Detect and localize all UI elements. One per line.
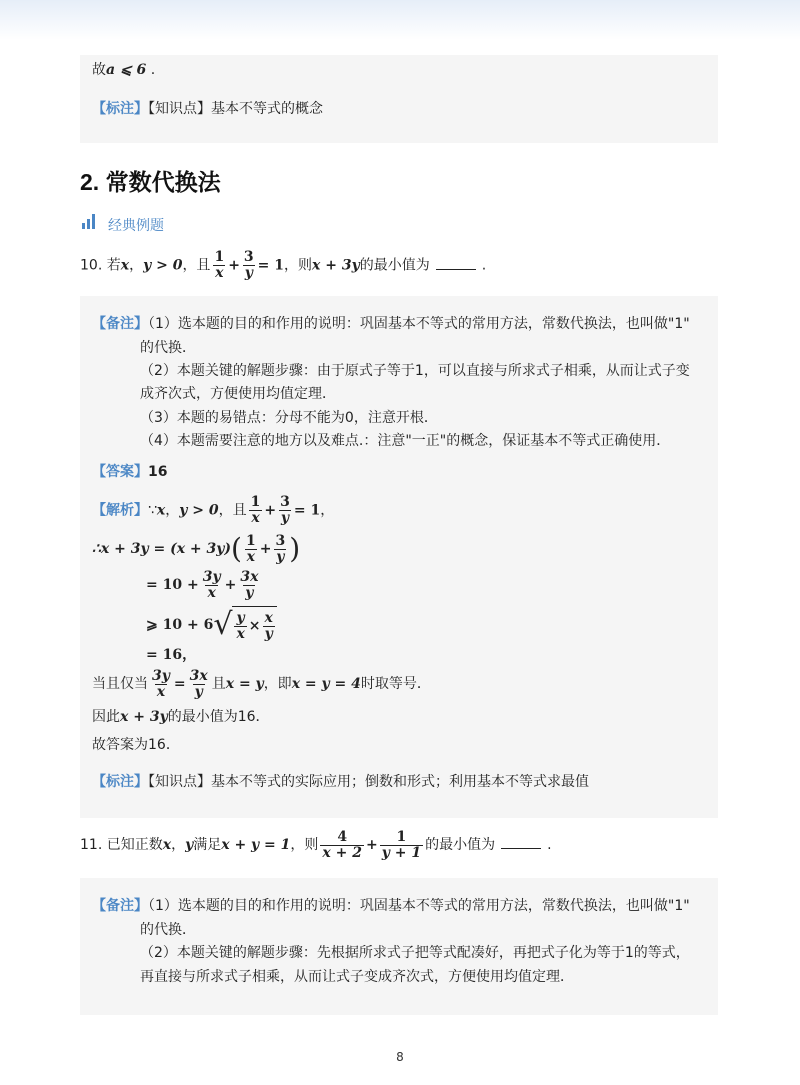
plus-sign: +: [264, 502, 277, 519]
comma: ，: [320, 502, 335, 519]
right-paren: ): [289, 532, 301, 565]
page-header-band: [0, 0, 800, 40]
denominator: x: [246, 548, 256, 565]
plus-sign: +: [259, 541, 272, 557]
comma: ，: [171, 837, 186, 853]
fraction: [278, 495, 292, 526]
answer-blank[interactable]: [436, 257, 476, 270]
math-expression: ∴x + 3y = (x + 3y): [92, 541, 232, 557]
note11-line-4: 再直接与所求式子相乘，从而让式子变成齐次式，方便使用均值定理．: [140, 969, 574, 985]
fraction: $\frac{3y}{x}$: [202, 568, 221, 601]
math-var: x: [156, 502, 166, 519]
analysis-line-5: [146, 645, 196, 665]
times-sign: ×: [248, 618, 261, 634]
comma: ，: [129, 257, 144, 274]
note11-line-2: 的代换．: [140, 922, 196, 938]
previous-tag-line: [92, 99, 323, 119]
fraction: [380, 830, 423, 861]
note-text: （1）选本题的目的和作用的说明：巩固基本不等式的常用方法，常数代换法，也叫做"1": [148, 316, 690, 332]
question-text: ，且: [182, 257, 211, 274]
analysis-line-3: [146, 569, 262, 601]
conclusion-math: a ⩽ 6: [106, 62, 147, 78]
math-var: x: [120, 257, 130, 274]
note-tag: 【备注】: [92, 898, 148, 914]
fraction: [249, 495, 263, 526]
analysis-text: ，且: [218, 502, 247, 519]
fraction: [212, 250, 226, 281]
denominator: x + 2: [322, 844, 362, 861]
note-line-1: [92, 314, 690, 334]
denominator: y: [276, 548, 285, 565]
fraction: [320, 830, 364, 861]
left-paren: (: [231, 532, 242, 565]
math-expression: ⩾ 10 + 6: [146, 617, 214, 633]
analysis-text: 因此: [92, 709, 120, 725]
math-expression: = 16，: [146, 647, 197, 663]
period: .: [547, 837, 552, 853]
analysis-text: 且: [211, 676, 226, 692]
plus-sign: +: [365, 837, 378, 853]
question-11: [80, 828, 552, 862]
math-expression: x + 3y: [312, 257, 360, 274]
fraction: $\frac{x}{y}$: [264, 609, 273, 642]
math-condition: y > 0: [143, 257, 183, 274]
fraction: [244, 534, 258, 565]
numerator: 3: [280, 494, 290, 510]
question-10: [80, 250, 486, 281]
page-number: 8: [396, 1050, 404, 1064]
period: .: [481, 257, 487, 274]
question-text: 的最小值为: [425, 837, 496, 853]
square-root: √ $\frac{y}{x}$ × $\frac{x}{y}$: [213, 606, 277, 644]
note11-line-1: [92, 896, 690, 916]
question-text: 已知正数: [106, 837, 163, 853]
answer-blank[interactable]: [501, 836, 541, 849]
math-expression: x = y = 4: [291, 676, 361, 692]
note-line-2: 的代换．: [140, 340, 196, 356]
equals: = 1: [293, 502, 321, 519]
analysis-line-2: [92, 532, 300, 566]
denominator: x: [215, 265, 224, 281]
conclusion-period: .: [146, 62, 156, 78]
note-line-3: （2）本题关键的解题步骤：由于原式子等于1，可以直接与所求式子相乘，从而让式子变: [140, 363, 690, 379]
mark-tag: 【标注】: [92, 774, 148, 790]
analysis-tag: 【解析】: [92, 502, 148, 519]
fraction: $\frac{3y}{x}$: [152, 667, 170, 700]
denominator: y + 1: [381, 844, 422, 861]
question-text: 的最小值为: [359, 257, 430, 274]
answer-tag: 【答案】: [92, 464, 148, 480]
note-text: （1）选本题的目的和作用的说明：巩固基本不等式的常用方法，常数代换法，也叫做"1": [148, 898, 690, 914]
previous-conclusion: [92, 60, 155, 80]
analysis-text: 的最小值为16．: [167, 709, 270, 725]
note-tag: 【备注】: [92, 316, 148, 332]
question-number: 10.: [80, 257, 103, 274]
analysis-line-6: 当且仅当 $\frac{3y}{x}$ = $\frac{3x}{y}$ 且x = y，即x = y = 4时取等号．: [92, 667, 431, 700]
numerator: 1: [250, 494, 261, 510]
denominator: y: [280, 510, 290, 526]
numerator: 1: [245, 532, 256, 549]
numerator: 3: [243, 249, 254, 265]
denominator: x: [251, 510, 260, 526]
note-line-6: （4）本题需要注意的地方以及难点.：注意"一正"的概念，保证基本不等式正确使用．: [140, 433, 671, 449]
numerator: 1: [396, 828, 407, 845]
comma: ，: [165, 502, 180, 519]
math-expression: x = y: [225, 676, 264, 692]
equals: = 1: [257, 257, 285, 274]
answer-line: [92, 462, 167, 482]
math-expression: x + 3y: [120, 709, 168, 725]
math-condition: y > 0: [179, 502, 219, 519]
analysis-line-7: [92, 707, 270, 727]
note11-line-3: （2）本题关键的解题步骤：先根据所求式子把等式配凑好，再把式子化为等于1的等式，: [140, 945, 690, 961]
numerator: 1: [214, 249, 225, 265]
numerator: 4: [337, 828, 348, 845]
question-text: ，则: [284, 257, 313, 274]
tag-text: 【知识点】基本不等式的概念: [148, 101, 323, 117]
math-condition: x + y = 1: [221, 837, 291, 853]
because-symbol: ∵: [148, 502, 157, 519]
tag-label: 【标注】: [92, 101, 148, 117]
analysis-text: ，即: [263, 676, 292, 692]
plus-sign: +: [224, 577, 237, 593]
question-text: ，则: [290, 837, 319, 853]
question-text: 若: [106, 257, 121, 274]
analysis-line-4: [146, 606, 277, 644]
fraction: $\frac{3x}{y}$: [240, 568, 259, 601]
denominator: y: [244, 265, 253, 281]
fraction: [242, 250, 256, 281]
signal-bars-icon: [82, 213, 98, 229]
plus-sign: +: [228, 257, 240, 274]
section-title: 2. 常数代换法: [80, 169, 221, 195]
mark-text: 【知识点】基本不等式的实际应用；倒数和形式；利用基本不等式求最值: [148, 774, 589, 790]
note-line-5: （3）本题的易错点：分母不能为0，注意开根．: [140, 410, 438, 426]
numerator: 3: [275, 532, 286, 549]
analysis-text: 时取等号．: [360, 676, 431, 692]
conclusion-prefix: 故: [92, 62, 106, 78]
math-var: x: [162, 837, 172, 853]
math-var: y: [185, 837, 194, 853]
mark-line: [92, 772, 589, 792]
question-number: 11.: [80, 837, 103, 853]
question-text: 满足: [193, 837, 222, 853]
fraction: $\frac{y}{x}$: [236, 609, 245, 642]
example-label: 经典例题: [108, 218, 164, 234]
answer-value: 16: [148, 464, 168, 480]
note-line-4: 成齐次式，方便使用均值定理．: [140, 386, 336, 402]
math-expression: = 10 +: [146, 577, 199, 593]
analysis-line-1: [92, 495, 334, 526]
analysis-text: 当且仅当: [92, 676, 148, 692]
analysis-line-8: 故答案为16．: [92, 737, 180, 753]
fraction: [273, 534, 287, 565]
fraction: $\frac{3x}{y}$: [189, 667, 208, 700]
